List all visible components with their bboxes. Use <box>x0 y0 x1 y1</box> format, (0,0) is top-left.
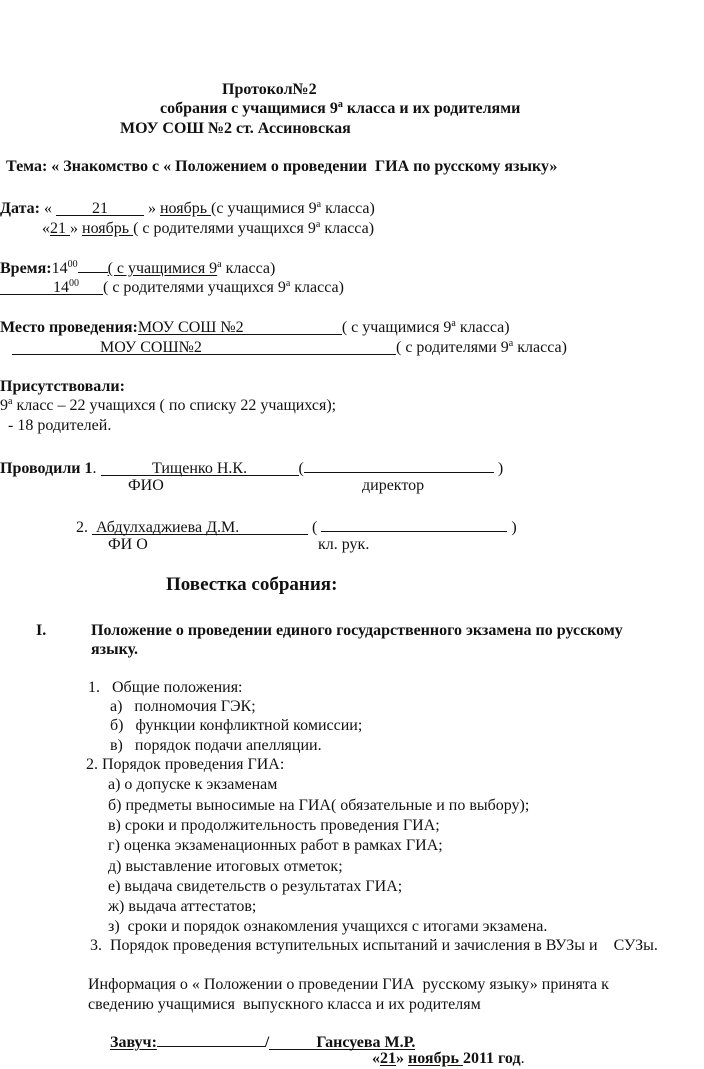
superscript: а <box>8 396 13 407</box>
time-hour: 14 <box>51 260 68 277</box>
attendance-students-text: класс – 22 учащихся ( по списку 22 учащихся); <box>12 397 337 414</box>
time-line-parents <box>0 278 344 298</box>
school-name: МОУ СОШ №2 ст. Ассиновская <box>120 120 351 137</box>
agenda-item: в) сроки и продолжительность проведения ГИА; <box>108 817 440 834</box>
date-month: ноябрь <box>408 1050 463 1067</box>
quote-open: « <box>39 200 56 217</box>
signature-date <box>372 1049 525 1069</box>
place-line-parents <box>12 338 567 358</box>
paren-open: ( <box>298 460 304 477</box>
superscript: а <box>316 199 322 210</box>
attendance-students <box>0 396 336 416</box>
dot: . <box>92 460 101 477</box>
date-note-end: класса) <box>320 220 375 237</box>
place-field: МОУ СОШ№2 <box>12 338 396 355</box>
agenda-item: 3. Порядок проведения вступительных испытаний и зачисления в ВУЗы и СУЗы. <box>90 937 658 954</box>
place-note-end: класса) <box>513 339 567 356</box>
time-label: Время: <box>0 260 52 277</box>
time-minutes: 00 <box>67 259 78 270</box>
superscript: а <box>451 318 456 329</box>
conclusion-text-cont: сведению учащимися выпускного класса и их родителям <box>88 996 481 1013</box>
dot: . <box>520 1050 525 1067</box>
date-month: ноябрь <box>82 220 134 237</box>
time-field <box>0 278 103 295</box>
date-day: 21 <box>380 1050 396 1067</box>
date-year: 2011 год <box>462 1050 521 1067</box>
fio-caption-1: ФИО <box>128 477 164 494</box>
agenda-item: г) оценка экзаменационных работ в рамках ГИА; <box>108 837 443 854</box>
time-note: ( с учащимися 9 <box>107 260 218 277</box>
agenda-item: 1. Общие положения: <box>88 679 243 696</box>
date-note: ( с родителями учащихся 9 <box>133 220 316 237</box>
superscript: а <box>315 219 321 230</box>
conducted-label: Проводили <box>0 460 81 477</box>
role-caption-2: кл. рук. <box>318 536 370 553</box>
role-caption-1: директор <box>362 477 425 494</box>
time-blank <box>78 258 108 273</box>
date-note: (с учащимися 9 <box>211 200 317 217</box>
agenda-section-number: I. <box>36 622 47 639</box>
agenda-section-title-cont: языку. <box>91 641 138 658</box>
quote-close: » <box>70 220 82 237</box>
quote-close: » <box>143 200 160 217</box>
quote-open: « <box>42 220 50 237</box>
agenda-item: б) предметы выносимые на ГИА( обязательные и по выбору); <box>108 797 530 814</box>
date-day: 21 <box>50 220 70 237</box>
date-label: Дата: <box>0 200 40 217</box>
paren-close: ) <box>493 460 504 477</box>
signature-field <box>304 456 494 473</box>
time-note-end: класса) <box>221 260 276 277</box>
subtitle-text-end: класса и их родителями <box>342 100 521 117</box>
attendance-parents: - 18 родителей. <box>0 417 112 434</box>
agenda-item: д) выставление итоговых отметок; <box>108 858 343 875</box>
topic-label: Тема: <box>6 158 48 175</box>
place-note: ( с родителями 9 <box>396 339 509 356</box>
agenda-item: б) функции конфликтной комиссии; <box>110 717 363 734</box>
superscript: а <box>217 259 222 270</box>
signature-line <box>110 1030 415 1053</box>
agenda-item: ж) выдача аттестатов; <box>108 898 257 915</box>
date-line-parents <box>42 219 374 239</box>
time-minutes: 00 <box>69 278 79 289</box>
grade-number: 9 <box>0 397 8 414</box>
slash: / <box>264 1034 270 1051</box>
quote-open: « <box>372 1050 380 1067</box>
conductor-1-line <box>0 456 503 479</box>
fio-caption-2: ФИ О <box>108 536 148 553</box>
conclusion-text: Информация о « Положении о проведении ГИА русскому языку» принята к <box>88 976 609 993</box>
paren-close: ) <box>507 519 517 536</box>
attendance-label: Присутствовали: <box>0 378 125 395</box>
signer-name: Гансуева М.Р. <box>269 1033 415 1050</box>
place-field: МОУ СОШ №2 <box>138 318 342 335</box>
place-label: Место проведения: <box>0 319 138 336</box>
protocol-title: Протокол№2 <box>222 81 317 98</box>
time-hour: 14 <box>53 279 69 296</box>
quote-close: » <box>396 1050 408 1067</box>
signature-field <box>321 515 507 532</box>
topic-text: « Знакомство с « Положением о проведении ГИА по русскому языку» <box>47 158 558 175</box>
agenda-item: з) сроки и порядок ознакомления учащихся с итогами экзамена. <box>108 918 548 935</box>
conductor-number: 2. <box>76 519 92 536</box>
paren-open: ( <box>308 519 322 536</box>
time-line-students <box>0 258 275 279</box>
place-note: ( с учащимися 9 <box>341 319 452 336</box>
superscript: а <box>337 99 343 110</box>
agenda-section-title: Положение о проведении единого государственного экзамена по русскому <box>91 622 623 639</box>
agenda-item: е) выдача свидетельств о результатах ГИА; <box>108 878 403 895</box>
date-note-end: класса) <box>321 200 375 217</box>
agenda-item: а) полномочия ГЭК; <box>110 698 256 715</box>
agenda-item: а) о допуске к экзаменам <box>108 776 278 793</box>
superscript: а <box>508 338 514 349</box>
agenda-title: Повестка собрания: <box>166 574 338 595</box>
signature-label: Завуч: <box>110 1034 157 1051</box>
agenda-item: 2. Порядок проведения ГИА: <box>86 756 285 773</box>
agenda-item: в) порядок подачи апелляции. <box>110 737 322 754</box>
conductor-name-field: Абдулхаджиева Д.М. <box>92 518 308 535</box>
date-month: ноябрь <box>159 200 212 217</box>
subtitle-text: собрания с учащимися 9 <box>160 100 338 117</box>
protocol-subtitle <box>160 99 520 119</box>
superscript: а <box>285 278 291 289</box>
conductor-number: 1 <box>80 460 93 477</box>
date-line-students <box>0 199 375 219</box>
conductor-name-field: Тищенко Н.К. <box>101 459 299 476</box>
date-day-field: 21 <box>56 199 144 216</box>
place-line-students <box>0 318 510 338</box>
topic-line <box>6 157 557 177</box>
time-note: ( с родителями учащихся 9 <box>103 279 286 296</box>
signature-field <box>157 1030 265 1047</box>
time-note-end: класса) <box>290 279 344 296</box>
place-note-end: класса) <box>455 319 510 336</box>
